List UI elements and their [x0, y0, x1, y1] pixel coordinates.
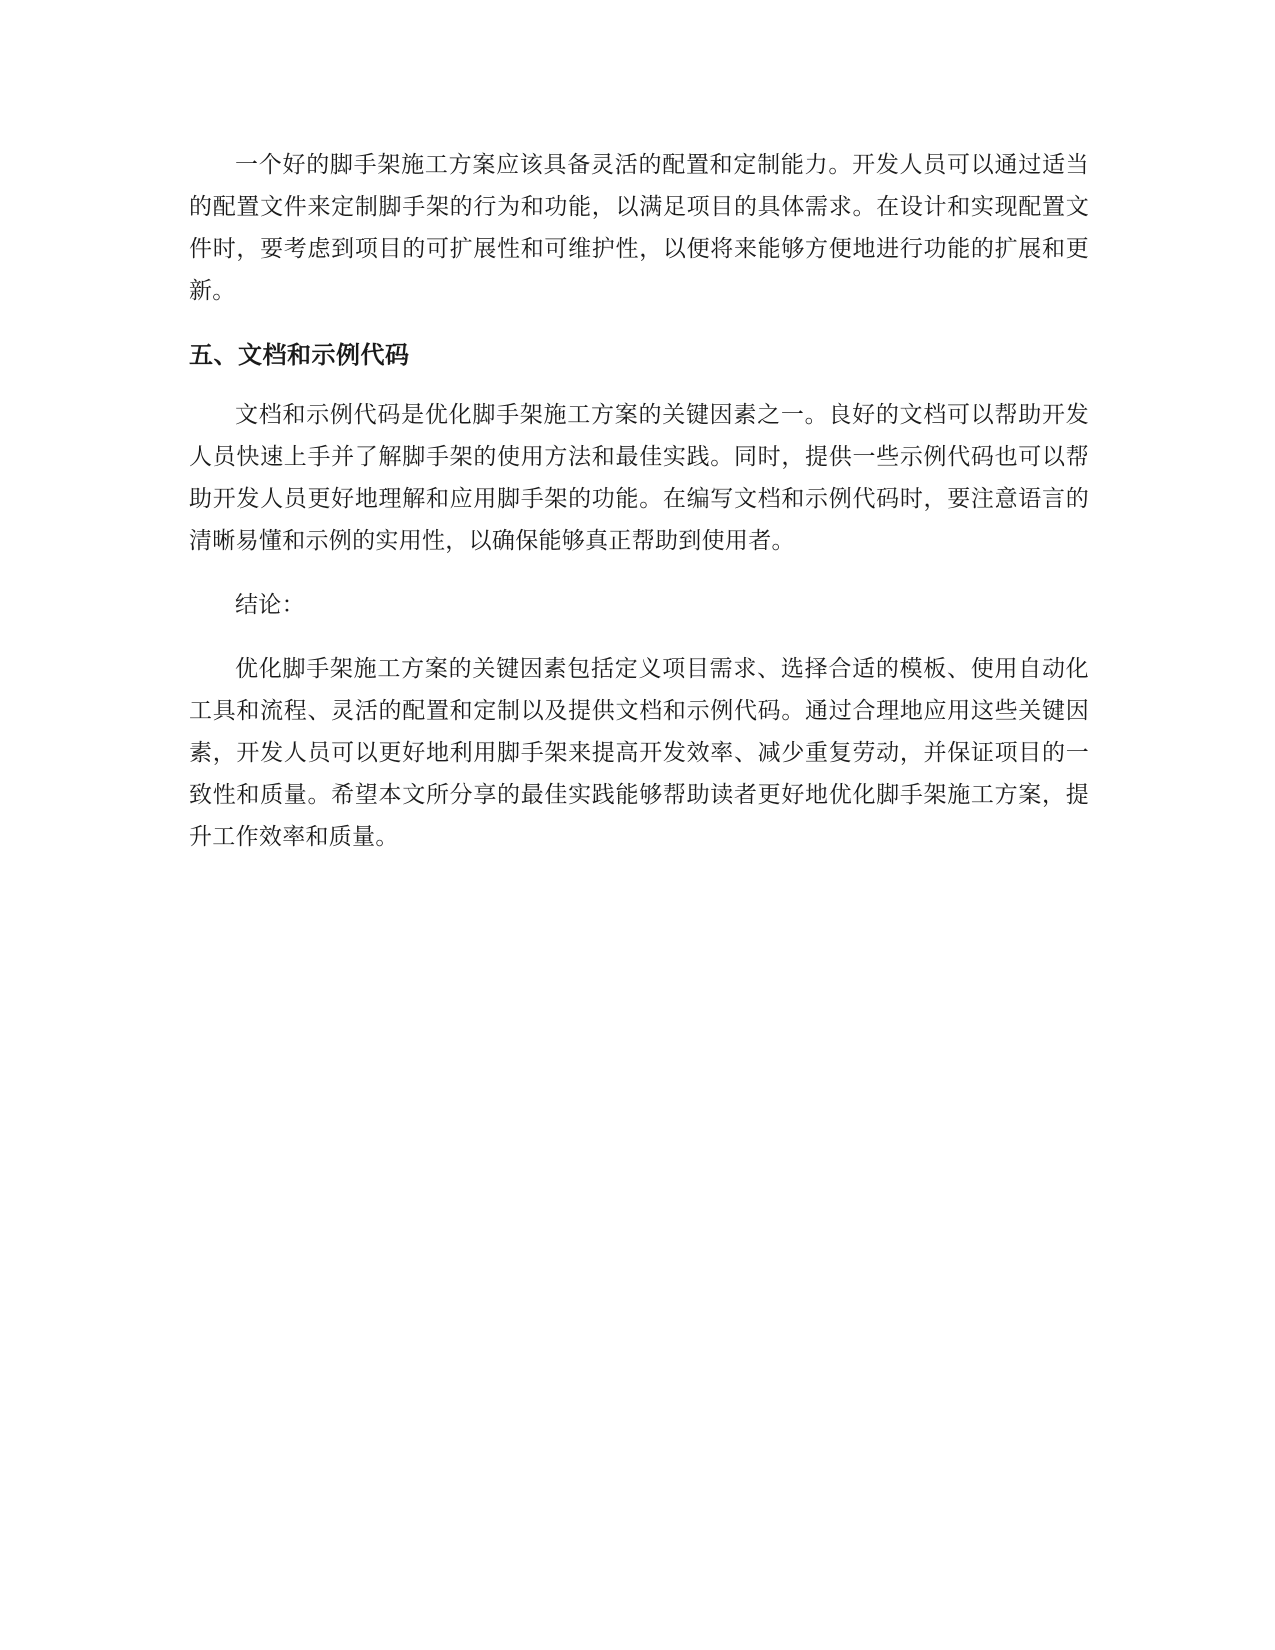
document-page: [189, 140, 1089, 858]
section-heading-documentation: 五、文档和示例代码: [189, 341, 410, 369]
paragraph-conclusion: 优化脚手架施工方案的关键因素包括定义项目需求、选择合适的模板、使用自动化工具和流程、灵活的配置和定制以及提供文档和示例代码。通过合理地应用这些关键因素，开发人员可以更好地利用脚手架来提高开发效率、减少重复劳动，并保证项目的一致性和质量。希望本文所分享的最佳实践能够帮助读者更好地优化脚手架施工方案，提升工作效率和质量。: [189, 656, 1089, 850]
paragraph-configuration: 一个好的脚手架施工方案应该具备灵活的配置和定制能力。开发人员可以通过适当的配置文件来定制脚手架的行为和功能，以满足项目的具体需求。在设计和实现配置文件时，要考虑到项目的可扩展性和可维护性，以便将来能够方便地进行功能的扩展和更新。: [189, 152, 1089, 304]
conclusion-label: 结论：: [235, 592, 305, 618]
paragraph-documentation: 文档和示例代码是优化脚手架施工方案的关键因素之一。良好的文档可以帮助开发人员快速上手并了解脚手架的使用方法和最佳实践。同时，提供一些示例代码也可以帮助开发人员更好地理解和应用脚手架的功能。在编写文档和示例代码时，要注意语言的清晰易懂和示例的实用性，以确保能够真正帮助到使用者。: [189, 402, 1089, 554]
